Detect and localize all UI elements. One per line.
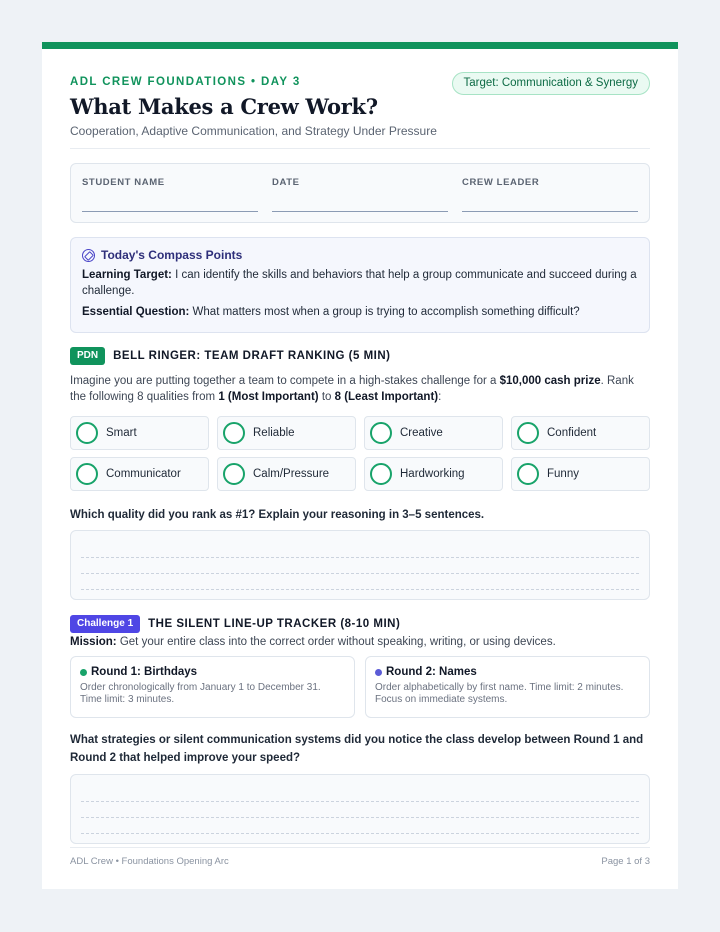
compass-heading <box>82 248 638 262</box>
field-label: CREW LEADER <box>462 177 540 188</box>
field-label: STUDENT NAME <box>82 177 165 188</box>
quality-item[interactable] <box>70 416 209 450</box>
student-info-fields <box>70 163 650 223</box>
write-line <box>82 211 258 212</box>
bell-ringer-answer-box[interactable] <box>70 530 650 600</box>
learning-target-label: Learning Target: <box>82 269 172 281</box>
write-line <box>81 573 639 574</box>
bell-ringer-intro <box>70 373 650 405</box>
page-footer <box>70 856 650 867</box>
rank-circle[interactable] <box>517 463 539 485</box>
prize-text: $10,000 cash prize <box>499 375 601 387</box>
course-kicker: ADL CREW FOUNDATIONS • DAY 3 <box>70 76 301 88</box>
least-important-text: 8 (Least Important) <box>334 391 439 403</box>
intro-text: : <box>438 391 442 403</box>
quality-label: Reliable <box>253 427 295 439</box>
rank-circle[interactable] <box>76 422 98 444</box>
challenge-title: THE SILENT LINE-UP TRACKER (8-10 MIN) <box>148 618 401 630</box>
write-line <box>81 817 639 818</box>
learning-target <box>82 267 638 299</box>
write-line <box>81 557 639 558</box>
quality-label: Communicator <box>106 468 181 480</box>
quality-label: Hardworking <box>400 468 465 480</box>
mission-body: Get your entire class into the correct order without speaking, writing, or using devices. <box>116 636 556 648</box>
quality-item[interactable] <box>511 416 650 450</box>
most-important-text: 1 (Most Important) <box>218 391 319 403</box>
quality-label: Smart <box>106 427 137 439</box>
challenge-heading <box>70 615 400 633</box>
essential-question-label: Essential Question: <box>82 306 190 318</box>
round-title <box>80 666 345 678</box>
challenge-answer-box[interactable] <box>70 774 650 844</box>
worksheet-page <box>42 42 678 889</box>
crew-leader-field[interactable] <box>462 164 638 222</box>
round-desc-line: Focus on immediate systems. <box>375 693 508 705</box>
rounds-row <box>70 656 650 718</box>
compass-heading-text: Today's Compass Points <box>101 248 243 262</box>
intro-text: . Rank the following 8 qualities from <box>70 375 634 403</box>
write-line <box>81 589 639 590</box>
quality-label: Creative <box>400 427 443 439</box>
compass-icon <box>82 249 95 262</box>
pdn-tag: PDN <box>70 347 105 365</box>
footer-left: ADL Crew • Foundations Opening Arc <box>70 856 229 867</box>
header-divider <box>70 148 650 149</box>
round-description <box>80 682 345 705</box>
quality-item[interactable] <box>364 416 503 450</box>
quality-label: Funny <box>547 468 579 480</box>
date-field[interactable] <box>272 164 448 222</box>
round-desc-line: Order chronologically from January 1 to December 31. <box>80 682 321 693</box>
footer-divider <box>70 847 650 848</box>
quality-item[interactable] <box>217 416 356 450</box>
write-line <box>462 211 638 212</box>
intro-text: Imagine you are putting together a team to compete in a high-stakes challenge for a <box>70 375 500 387</box>
challenge-tag: Challenge 1 <box>70 615 140 633</box>
rank-circle[interactable] <box>370 422 392 444</box>
compass-points-box <box>70 237 650 333</box>
challenge-question: What strategies or silent communication systems did you notice the class develop between Round 1 and Round 2 that helped improve your speed? <box>70 734 644 764</box>
essential-question <box>82 304 638 320</box>
student-name-field[interactable] <box>82 164 258 222</box>
essential-question-text: What matters most when a group is trying to accomplish something difficult? <box>189 306 580 318</box>
write-line <box>81 833 639 834</box>
mission-text <box>70 634 650 650</box>
target-badge: Target: Communication & Synergy <box>452 72 651 95</box>
field-label: DATE <box>272 177 300 188</box>
quality-item[interactable] <box>217 457 356 491</box>
rank-circle[interactable] <box>517 422 539 444</box>
quality-item[interactable] <box>70 457 209 491</box>
rank-circle[interactable] <box>370 463 392 485</box>
rank-circle[interactable] <box>223 422 245 444</box>
round-desc-line: Time limit: 3 minutes. <box>80 693 175 705</box>
quality-label: Confident <box>547 427 597 439</box>
write-line <box>81 801 639 802</box>
round-desc-line: Order alphabetically by first name. Time limit: 2 minutes. <box>375 682 624 693</box>
write-line <box>272 211 448 212</box>
bell-ringer-title: BELL RINGER: TEAM DRAFT RANKING (5 MIN) <box>113 350 391 362</box>
quality-item[interactable] <box>364 457 503 491</box>
bell-ringer-heading <box>70 347 391 365</box>
quality-item[interactable] <box>511 457 650 491</box>
quality-label: Calm/Pressure <box>253 468 330 480</box>
round-card <box>70 656 355 718</box>
round-description <box>375 682 640 705</box>
status-dot <box>80 669 87 676</box>
intro-text: to <box>318 391 335 403</box>
page-subtitle: Cooperation, Adaptive Communication, and Strategy Under Pressure <box>70 124 437 138</box>
page-title: What Makes a Crew Work? <box>70 94 378 119</box>
learning-target-text: I can identify the skills and behaviors that help a group communicate and succeed during a challenge. <box>82 269 637 297</box>
bell-ringer-question: Which quality did you rank as #1? Explain your reasoning in 3–5 sentences. <box>70 509 485 521</box>
round-title-text: Round 1: Birthdays <box>91 666 198 678</box>
rank-circle[interactable] <box>76 463 98 485</box>
rank-circle[interactable] <box>223 463 245 485</box>
page-number: Page 1 of 3 <box>601 856 650 867</box>
mission-label: Mission: <box>70 636 117 648</box>
quality-ranking-grid <box>70 416 650 491</box>
status-dot <box>375 669 382 676</box>
round-card <box>365 656 650 718</box>
round-title-text: Round 2: Names <box>386 666 477 678</box>
round-title <box>375 666 640 678</box>
